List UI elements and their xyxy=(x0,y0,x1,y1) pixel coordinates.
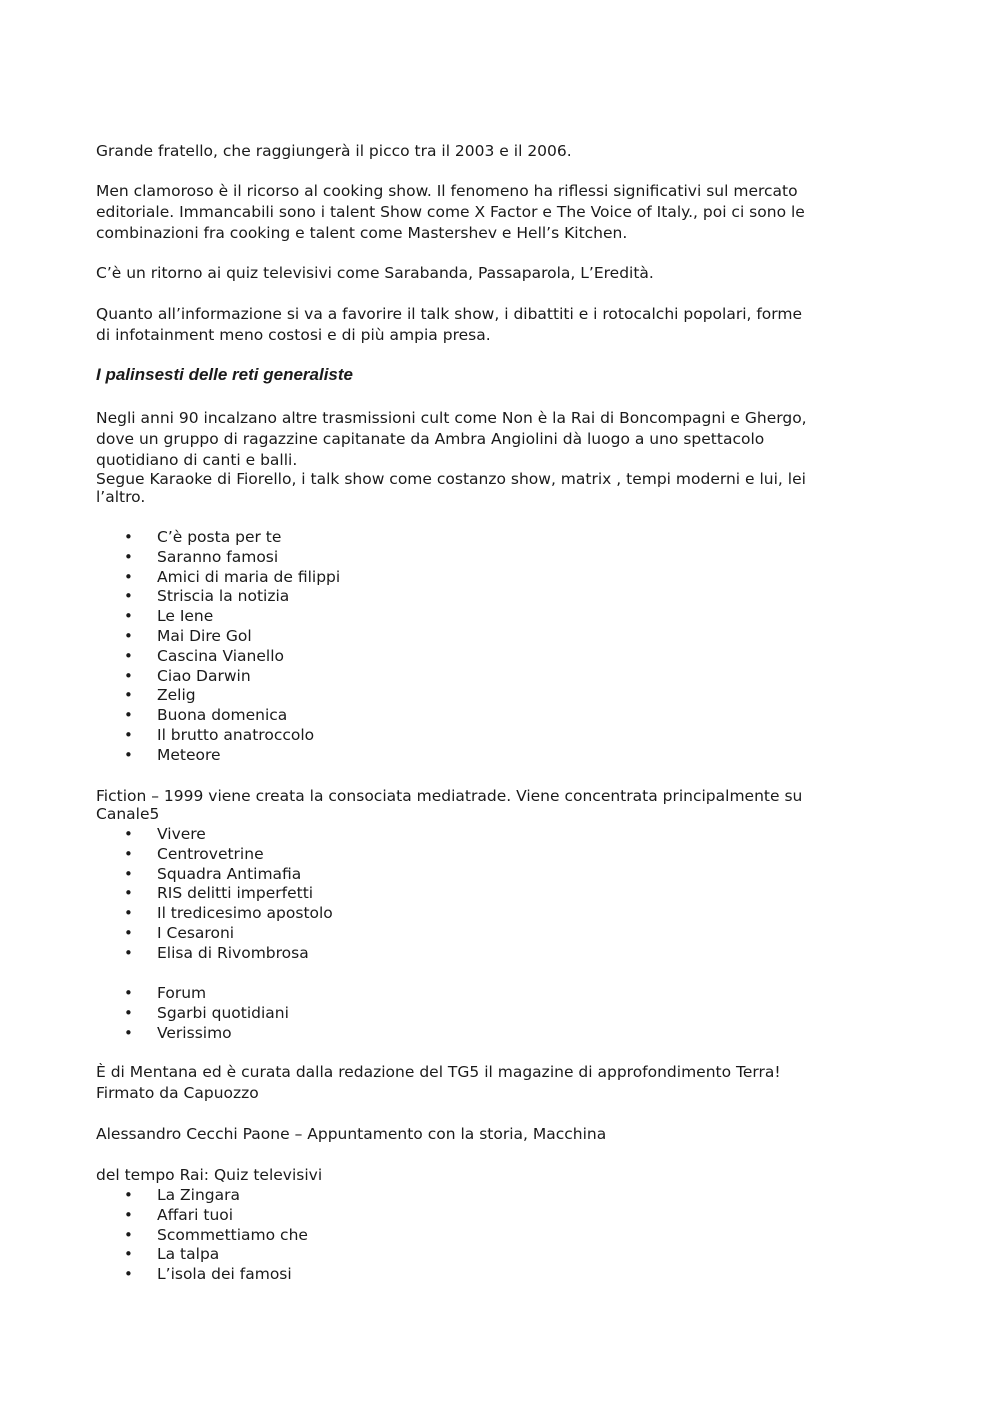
list-item-label: Vivere xyxy=(157,825,206,843)
list-item-label: C’è posta per te xyxy=(157,528,282,546)
paragraph-line: Firmato da Capuozzo xyxy=(96,1084,259,1102)
bullet-icon: • xyxy=(124,943,133,962)
list-item-label: Il brutto anatroccolo xyxy=(157,726,315,744)
list-item-label: Squadra Antimafia xyxy=(157,864,302,883)
bullet-icon: • xyxy=(124,706,133,725)
paragraph-line: Negli anni 90 incalzano altre trasmissioni cult come Non è la Rai di Boncompagni e Ghergo, xyxy=(96,409,807,427)
paragraph-line: editoriale. Immancabili sono i talent Show come X Factor e The Voice of Italy., poi ci sono le xyxy=(96,203,805,221)
paragraph-line: Quanto all’informazione si va a favorire il talk show, i dibattiti e i rotocalchi popolari, forme xyxy=(96,305,803,323)
paragraph-line: Men clamoroso è il ricorso al cooking show. Il fenomeno ha riflessi significativi sul mercato xyxy=(96,182,798,200)
paragraph-line: Canale5 xyxy=(96,805,160,823)
bullet-icon: • xyxy=(124,924,133,942)
bullet-icon: • xyxy=(124,745,133,764)
list-item-label: La Zingara xyxy=(157,1186,241,1204)
list-item-label: Zelig xyxy=(157,686,196,705)
bullet-icon: • xyxy=(124,666,133,685)
paragraph-line: dove un gruppo di ragazzine capitanate da Ambra Angiolini dà luogo a uno spettacolo xyxy=(96,430,765,448)
list-item-label: Striscia la notizia xyxy=(157,587,290,606)
list-item-label: RIS delitti imperfetti xyxy=(157,884,314,903)
list-item-label: Cascina Vianello xyxy=(157,646,284,665)
bullet-icon: • xyxy=(124,1245,133,1264)
list-item-label: Elisa di Rivombrosa xyxy=(157,943,309,962)
list-item-label: Meteore xyxy=(157,745,221,764)
bullet-icon: • xyxy=(124,1205,133,1224)
bullet-icon: • xyxy=(124,567,133,586)
list-item-label: Sgarbi quotidiani xyxy=(157,1003,289,1022)
bullet-icon: • xyxy=(124,904,133,923)
list-item-label: Affari tuoi xyxy=(157,1205,234,1224)
list-item-label: Ciao Darwin xyxy=(157,666,251,685)
bullet-icon: • xyxy=(124,884,133,903)
list-item-label: Buona domenica xyxy=(157,706,288,725)
paragraph-line: Fiction – 1999 viene creata la consociata mediatrade. Viene concentrata principalmente su xyxy=(96,787,803,805)
bullet-icon: • xyxy=(124,627,133,645)
list-item-label: Il tredicesimo apostolo xyxy=(157,904,333,923)
list-item-label: Amici di maria de filippi xyxy=(157,567,341,586)
paragraph-line: Segue Karaoke di Fiorello, i talk show come costanzo show, matrix , tempi moderni e lui, lei xyxy=(96,470,806,488)
list-item-label: Centrovetrine xyxy=(157,844,264,863)
list-item-label: Le Iene xyxy=(157,607,214,626)
bullet-icon: • xyxy=(124,844,133,863)
bullet-icon: • xyxy=(124,607,133,626)
bullet-icon: • xyxy=(124,686,133,705)
paragraph-line: Grande fratello, che raggiungerà il picco tra il 2003 e il 2006. xyxy=(96,142,572,160)
bullet-icon: • xyxy=(124,528,133,546)
paragraph-line: l’altro. xyxy=(96,488,146,506)
bullet-icon: • xyxy=(124,864,133,883)
bullet-icon: • xyxy=(124,547,133,566)
list-item-label: Forum xyxy=(157,984,207,1002)
bullet-icon: • xyxy=(124,825,133,843)
bullet-icon: • xyxy=(124,1186,133,1204)
bullet-icon: • xyxy=(124,646,133,665)
paragraph-line: quotidiano di canti e balli. xyxy=(96,451,298,469)
list-item-label: Saranno famosi xyxy=(157,547,279,566)
bullet-icon: • xyxy=(124,1225,133,1244)
paragraph-line: del tempo Rai: Quiz televisivi xyxy=(96,1166,323,1184)
bullet-icon: • xyxy=(124,587,133,606)
paragraph-line: C’è un ritorno ai quiz televisivi come Sarabanda, Passaparola, L’Eredità. xyxy=(96,264,654,282)
bullet-icon: • xyxy=(124,1023,133,1042)
bullet-icon: • xyxy=(124,1003,133,1022)
list-item-label: Verissimo xyxy=(157,1023,232,1042)
list-item-label: L’isola dei famosi xyxy=(157,1265,292,1284)
list-item-label: I Cesaroni xyxy=(157,924,235,942)
section-heading: I palinsesti delle reti generaliste xyxy=(96,365,353,384)
paragraph-line: di infotainment meno costosi e di più ampia presa. xyxy=(96,326,491,344)
bullet-icon: • xyxy=(124,1265,133,1284)
bullet-icon: • xyxy=(124,726,133,744)
list-item-label: Scommettiamo che xyxy=(157,1225,308,1244)
bullet-icon: • xyxy=(124,984,133,1002)
list-item-label: Mai Dire Gol xyxy=(157,627,252,645)
paragraph-line: Alessandro Cecchi Paone – Appuntamento con la storia, Macchina xyxy=(96,1125,607,1143)
paragraph-line: È di Mentana ed è curata dalla redazione del TG5 il magazine di approfondimento Terra! xyxy=(96,1063,781,1081)
paragraph-line: combinazioni fra cooking e talent come Mastershev e Hell’s Kitchen. xyxy=(96,224,628,242)
list-item-label: La talpa xyxy=(157,1245,220,1264)
